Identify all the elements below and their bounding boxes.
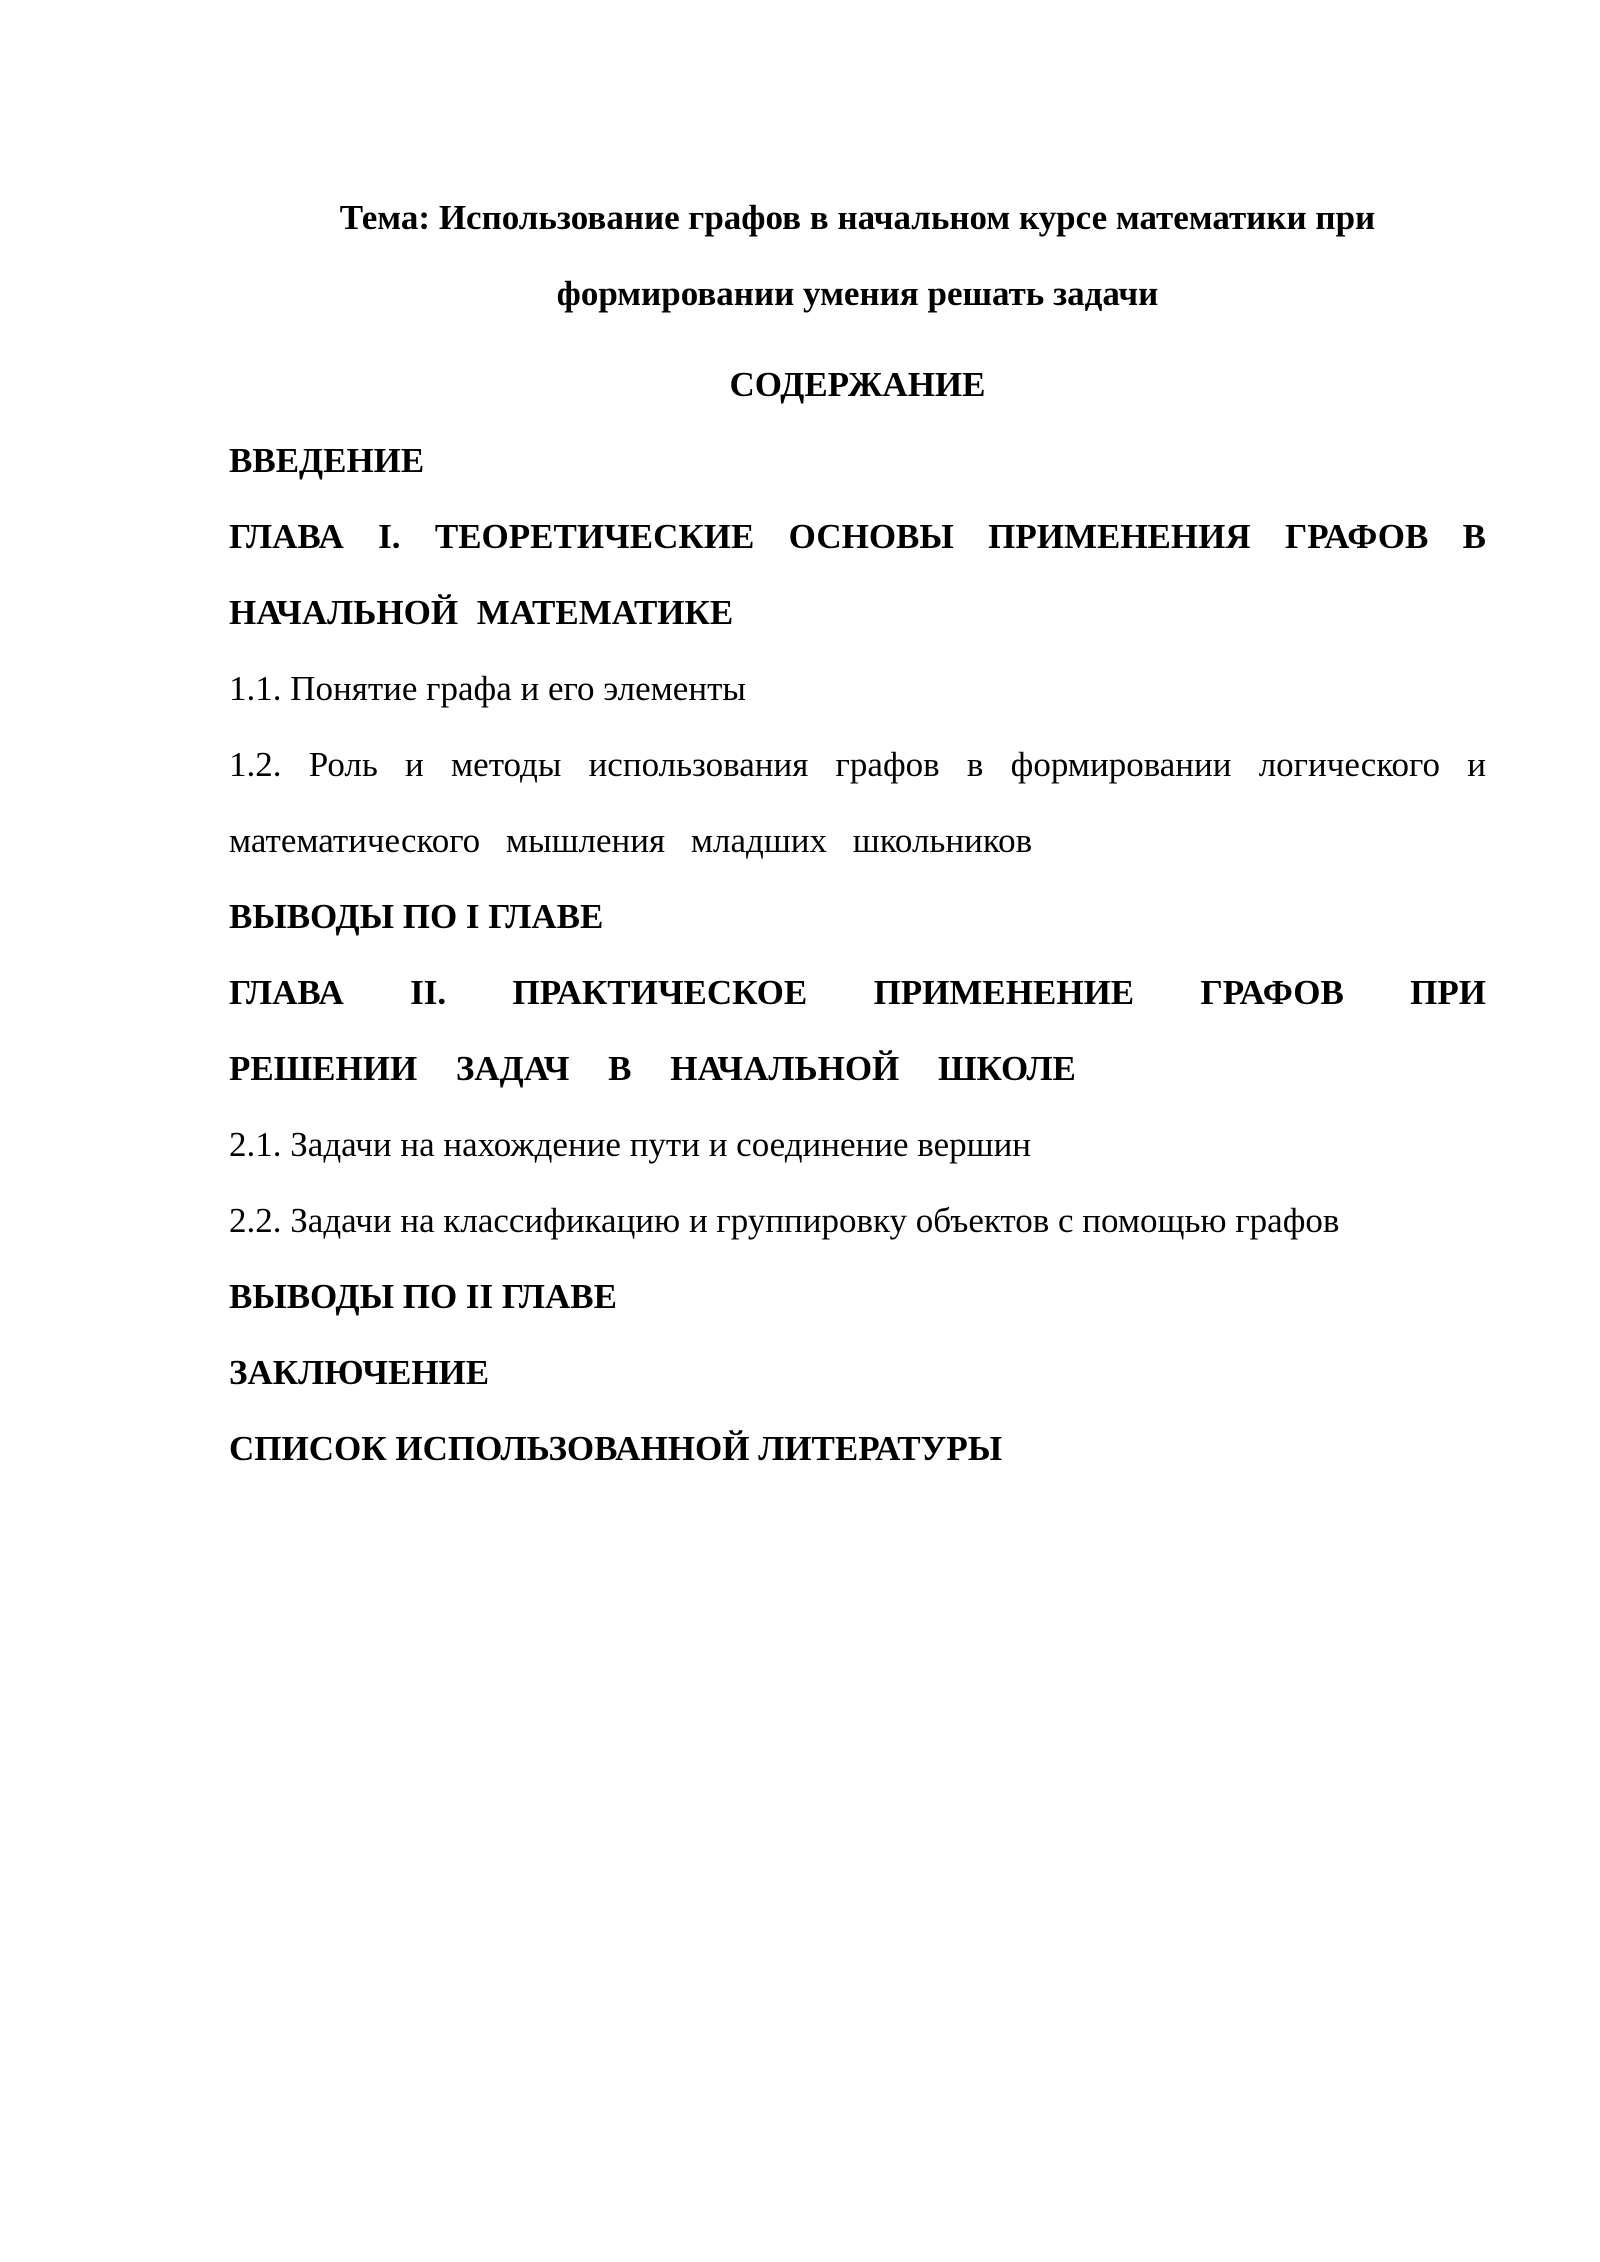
toc-item-section-1-2 (229, 727, 1486, 879)
toc-chapter-1-line-2: НАЧАЛЬНОЙ МАТЕМАТИКЕ (229, 593, 734, 632)
toc-item-section-1-1: 1.1. Понятие графа и его элементы (229, 669, 746, 708)
toc-item-section-2-1: 2.1. Задачи на нахождение пути и соединение вершин (229, 1125, 1032, 1164)
document-title (229, 180, 1486, 332)
toc-section-1-2-line-2: математического мышления младших школьников (229, 821, 1033, 860)
toc-chapter-2-line-1: ГЛАВА II. ПРАКТИЧЕСКОЕ ПРИМЕНЕНИЕ ГРАФОВ ПРИ (229, 973, 1486, 1012)
toc-item-chapter-1 (229, 499, 1486, 651)
toc-item-bibliography: СПИСОК ИСПОЛЬЗОВАННОЙ ЛИТЕРАТУРЫ (229, 1429, 1003, 1468)
toc-item-intro: ВВЕДЕНИЕ (229, 441, 425, 480)
toc-item-conclusion: ЗАКЛЮЧЕНИЕ (229, 1353, 490, 1392)
toc-item-section-2-2: 2.2. Задачи на классификацию и группировку объектов с помощью графов (229, 1201, 1340, 1240)
toc-chapter-1-line-1: ГЛАВА I. ТЕОРЕТИЧЕСКИЕ ОСНОВЫ ПРИМЕНЕНИЯ ГРАФОВ В (229, 517, 1486, 556)
toc-section-1-2-line-1: 1.2. Роль и методы использования графов в формировании логического и (229, 745, 1486, 784)
table-of-contents (229, 423, 1486, 1487)
toc-item-chapter-2 (229, 955, 1486, 1107)
toc-item-conclusions-1: ВЫВОДЫ ПО I ГЛАВЕ (229, 897, 604, 936)
contents-heading: СОДЕРЖАНИЕ (729, 365, 986, 404)
title-line-1: Тема: Использование графов в начальном курсе математики при (339, 198, 1376, 237)
title-line-2: формировании умения решать задачи (556, 274, 1159, 313)
toc-item-conclusions-2: ВЫВОДЫ ПО II ГЛАВЕ (229, 1277, 617, 1316)
toc-chapter-2-line-2: РЕШЕНИИ ЗАДАЧ В НАЧАЛЬНОЙ ШКОЛЕ (229, 1049, 1076, 1088)
